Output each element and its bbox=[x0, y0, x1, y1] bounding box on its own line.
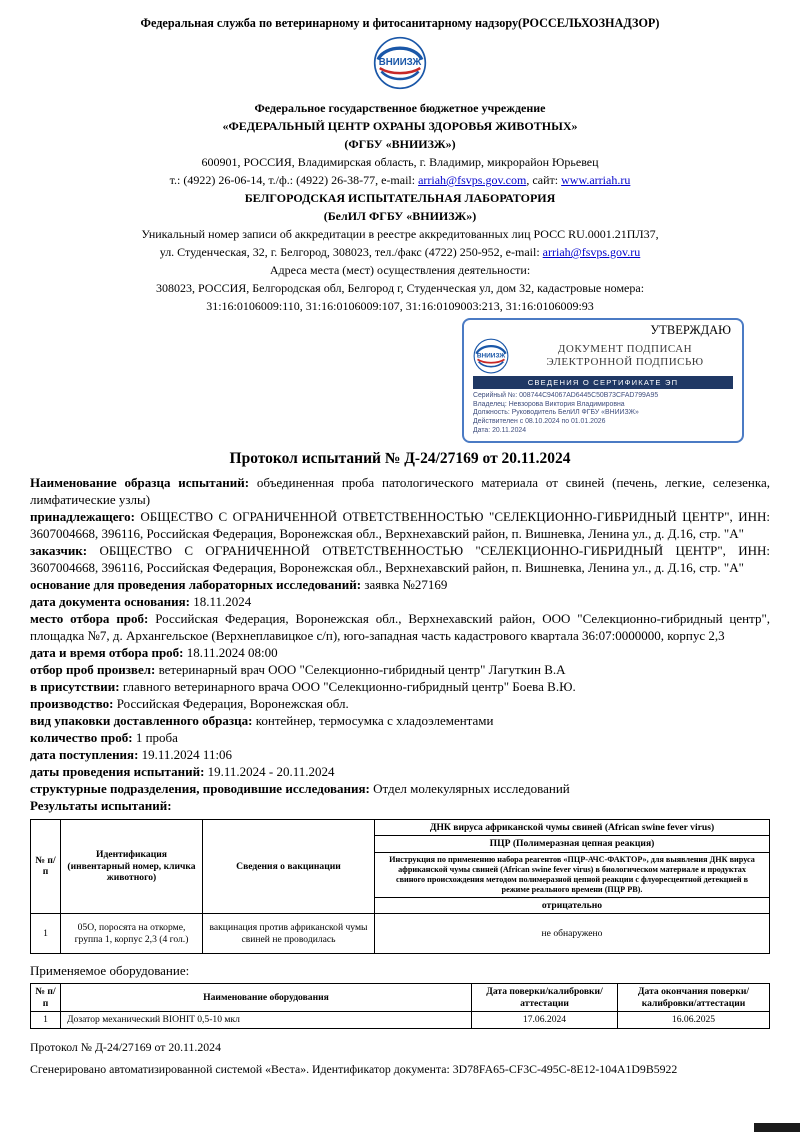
stamp-signed-label: ДОКУМЕНТ ПОДПИСАН ЭЛЕКТРОННОЙ ПОДПИСЬЮ bbox=[546, 343, 704, 368]
field-label: принадлежащего: bbox=[30, 508, 135, 524]
field-label: производство: bbox=[30, 695, 114, 711]
field-label: место отбора проб: bbox=[30, 610, 149, 626]
email-link-vladimir[interactable]: arriah@fsvps.gov.com bbox=[418, 173, 527, 187]
results-header-num: № п/п bbox=[31, 819, 61, 914]
lab-contacts bbox=[30, 243, 770, 261]
results-header-test-name: ДНК вируса африканской чумы свиней (African swine fever virus) bbox=[375, 819, 770, 836]
footer-protocol-number: Протокол № Д-24/27169 от 20.11.2024 bbox=[30, 1039, 221, 1054]
stamp-logo-text: ВНИИЗЖ bbox=[476, 352, 506, 360]
activity-label: Адреса места (мест) осуществления деятельности: bbox=[269, 263, 531, 277]
field-value: Российская Федерация, Воронежская обл. bbox=[116, 695, 349, 711]
lab-short-name: (БелИЛ ФГБУ «ВНИИЗЖ») bbox=[323, 209, 477, 223]
org-name: «ФЕДЕРАЛЬНЫЙ ЦЕНТР ОХРАНЫ ЗДОРОВЬЯ ЖИВОТНЫХ» bbox=[222, 119, 578, 133]
field-owner bbox=[30, 508, 770, 542]
field-value: ветеринарный врач ООО "Селекционно-гибридный центр" Лагуткин В.А bbox=[158, 661, 566, 677]
equipment-header-date-from: Дата поверки/калибровки/аттестации bbox=[472, 984, 618, 1012]
stamp-date: Дата: 20.11.2024 bbox=[473, 426, 527, 434]
field-production bbox=[30, 695, 770, 712]
field-sampled-by bbox=[30, 661, 770, 678]
org-address: 600901, РОССИЯ, Владимирская область, г. Владимир, микрорайон Юрьевец bbox=[201, 155, 599, 169]
agency-name: Федеральная служба по ветеринарному и фитосанитарному надзору(РОССЕЛЬХОЗНАДЗОР) bbox=[140, 16, 660, 30]
field-sample-count bbox=[30, 729, 770, 746]
field-sampling-place bbox=[30, 610, 770, 644]
accreditation-line: Уникальный номер записи об аккредитации в реестре аккредитованных лиц РОСС RU.0001.21ПЛ37, bbox=[141, 227, 659, 241]
field-packaging bbox=[30, 712, 770, 729]
field-sample-name bbox=[30, 474, 770, 508]
contacts-mid: , сайт: bbox=[526, 173, 562, 187]
field-label: количество проб: bbox=[30, 729, 133, 745]
results-header-identification: Идентификация (инвентарный номер, кличка животного) bbox=[61, 819, 203, 914]
field-departments bbox=[30, 780, 770, 797]
field-label: в присутствии: bbox=[30, 678, 120, 694]
stamp-approve-label: УТВЕРЖДАЮ bbox=[650, 323, 731, 337]
stamp-position: Должность: Руководитель БелИЛ ФГБУ «ВНИИЗЖ» bbox=[473, 409, 639, 417]
field-label: структурные подразделения, проводившие исследования: bbox=[30, 780, 370, 796]
equipment-cell-name: Дозатор механический BIOHIT 0,5-10 мкл bbox=[61, 1012, 472, 1029]
contacts-prefix: т.: (4922) 26-06-14, т./ф.: (4922) 26-38-77, e-mail: bbox=[169, 173, 419, 187]
results-cell-vaccination: вакцинация против африканской чумы свиней не проводилась bbox=[203, 914, 375, 954]
field-value: 18.11.2024 08:00 bbox=[186, 644, 278, 660]
stamp-validity: Действителен с 08.10.2024 по 01.01.2026 bbox=[473, 418, 606, 426]
stamp-cert-header: СВЕДЕНИЯ О СЕРТИФИКАТЕ ЭП bbox=[473, 376, 733, 389]
field-results-heading bbox=[30, 797, 770, 814]
equipment-cell-date-from: 17.06.2024 bbox=[472, 1012, 618, 1029]
field-received-date bbox=[30, 746, 770, 763]
field-label: дата и время отбора проб: bbox=[30, 644, 184, 660]
field-label: дата поступления: bbox=[30, 746, 139, 762]
org-type: Федеральное государственное бюджетное учреждение bbox=[254, 101, 546, 115]
field-label: дата документа основания: bbox=[30, 593, 190, 609]
equipment-caption: Применяемое оборудование: bbox=[30, 963, 190, 979]
org-short-name: (ФГБУ «ВНИИЗЖ») bbox=[344, 137, 456, 151]
results-row bbox=[31, 914, 770, 954]
email-link-belgorod[interactable]: arriah@fsvps.gov.ru bbox=[542, 245, 641, 259]
field-label: даты проведения испытаний: bbox=[30, 763, 205, 779]
results-cell-identification: 05О, поросята на откорме, группа 1, корпус 2,3 (4 гол.) bbox=[61, 914, 203, 954]
field-value: Российская Федерация, Воронежская обл., Верхнехавский район, ООО "Селекционно-гибридный центр", площадка №7, д. Архангельское (Верхнеплавицкое с/п), юго-западная часть кадастрового квартала 36:07:0000000, корпус 2,3 bbox=[30, 610, 771, 643]
footer-generated-note: Сгенерировано автоматизированной системой «Веста». Идентификатор документа: 3D78FA65-CF3C-495C-8E12-104A1D9B5922 bbox=[30, 1061, 678, 1076]
field-customer bbox=[30, 542, 770, 576]
equipment-cell-num: 1 bbox=[31, 1012, 61, 1029]
activity-address: 308023, РОССИЯ, Белгородская обл, Белгород г, Студенческая ул, дом 32, кадастровые номера: bbox=[155, 281, 645, 295]
vniizh-logo-emblem bbox=[373, 36, 427, 90]
cadastral-numbers: 31:16:0106009:110, 31:16:0106009:107, 31:16:0109003:213, 31:16:0106009:93 bbox=[206, 299, 594, 313]
results-cell-num: 1 bbox=[31, 914, 61, 954]
field-basis bbox=[30, 576, 770, 593]
lab-contacts-prefix: ул. Студенческая, 32, г. Белгород, 308023, тел./факс (4722) 250-952, e-mail: bbox=[159, 245, 543, 259]
field-label: Наименование образца испытаний: bbox=[30, 474, 250, 490]
field-value: 19.11.2024 11:06 bbox=[141, 746, 233, 762]
results-header-method: ПЦР (Полимеразная цепная реакция) bbox=[375, 836, 770, 853]
stamp-vniizh-logo bbox=[473, 338, 509, 374]
field-label: вид упаковки доставленного образца: bbox=[30, 712, 253, 728]
equipment-header-date-to: Дата окончания поверки/калибровки/аттестации bbox=[618, 984, 770, 1012]
field-value: главного ветеринарного врача ООО "Селекционно-гибридный центр" Боева В.Ю. bbox=[122, 678, 576, 694]
results-table bbox=[30, 819, 770, 955]
field-sampling-datetime bbox=[30, 644, 770, 661]
field-label: заказчик: bbox=[30, 542, 88, 558]
lab-name: БЕЛГОРОДСКАЯ ИСПЫТАТЕЛЬНАЯ ЛАБОРАТОРИЯ bbox=[244, 191, 556, 205]
org-contacts bbox=[30, 171, 770, 189]
protocol-body bbox=[30, 474, 770, 814]
field-in-presence-of bbox=[30, 678, 770, 695]
field-testing-dates bbox=[30, 763, 770, 780]
equipment-row bbox=[31, 1012, 770, 1029]
digital-signature-stamp bbox=[462, 318, 744, 443]
results-header-norm: отрицательно bbox=[375, 897, 770, 914]
field-label: Результаты испытаний: bbox=[30, 797, 172, 813]
field-label: основание для проведения лабораторных исследований: bbox=[30, 576, 362, 592]
logo-text: ВНИИЗЖ bbox=[378, 57, 422, 69]
results-header-vaccination: Сведения о вакцинации bbox=[203, 819, 375, 914]
field-value: 19.11.2024 - 20.11.2024 bbox=[207, 763, 335, 779]
field-value: 1 проба bbox=[135, 729, 178, 745]
field-value: объединенная проба патологического материала от свиней (печень, легкие, селезенка, лимфатические узлы) bbox=[30, 474, 771, 507]
field-value: Отдел молекулярных исследований bbox=[373, 780, 570, 796]
field-value: заявка №27169 bbox=[364, 576, 448, 592]
field-value: ОБЩЕСТВО С ОГРАНИЧЕННОЙ ОТВЕТСТВЕННОСТЬЮ "СЕЛЕКЦИОННО-ГИБРИДНЫЙ ЦЕНТР", ИНН: 3607004668, 396116, Российская Федерация, Воронежская обл., Верхнехавский район, п. Вишневка, Ленина ул., д. Д.16, стр. "А" bbox=[30, 542, 771, 575]
equipment-header-row bbox=[31, 984, 770, 1012]
website-link[interactable]: www.arriah.ru bbox=[561, 173, 631, 187]
stamp-serial: Серийный №: 008744C94067AD6445C50B73CFAD799A95 bbox=[473, 392, 659, 399]
scrollbar-corner-fragment bbox=[754, 1123, 800, 1132]
vniizh-logo bbox=[30, 36, 770, 95]
stamp-owner: Владелец: Невзорова Виктория Владимировна bbox=[473, 400, 625, 408]
field-basis-date bbox=[30, 593, 770, 610]
field-label: отбор проб произвел: bbox=[30, 661, 156, 677]
field-value: 18.11.2024 bbox=[193, 593, 252, 609]
results-header-instruction: Инструкция по применению набора реагентов «ПЦР-АЧС-ФАКТОР», для выявления ДНК вируса африканской чумы свиней (African swine fever virus) в биологическом материале и продуктах свиного происхождения методом полимеразной цепной реакции с флуоресцентной детекцией в режиме реального времени (ПЦР РВ). bbox=[375, 852, 770, 897]
field-value: ОБЩЕСТВО С ОГРАНИЧЕННОЙ ОТВЕТСТВЕННОСТЬЮ "СЕЛЕКЦИОННО-ГИБРИДНЫЙ ЦЕНТР", ИНН: 3607004668, 396116, Российская Федерация, Воронежская обл., Верхнехавский район, п. Вишневка, Ленина ул., д. Д.16, стр. "А" bbox=[30, 508, 771, 541]
field-value: контейнер, термосумка с хладоэлементами bbox=[255, 712, 494, 728]
equipment-header-num: № п/п bbox=[31, 984, 61, 1012]
equipment-cell-date-to: 16.06.2025 bbox=[618, 1012, 770, 1029]
equipment-table bbox=[30, 983, 770, 1029]
protocol-title: Протокол испытаний № Д-24/27169 от 20.11.2024 bbox=[229, 449, 571, 467]
results-cell-result: не обнаружено bbox=[375, 914, 770, 954]
equipment-header-name: Наименование оборудования bbox=[61, 984, 472, 1012]
